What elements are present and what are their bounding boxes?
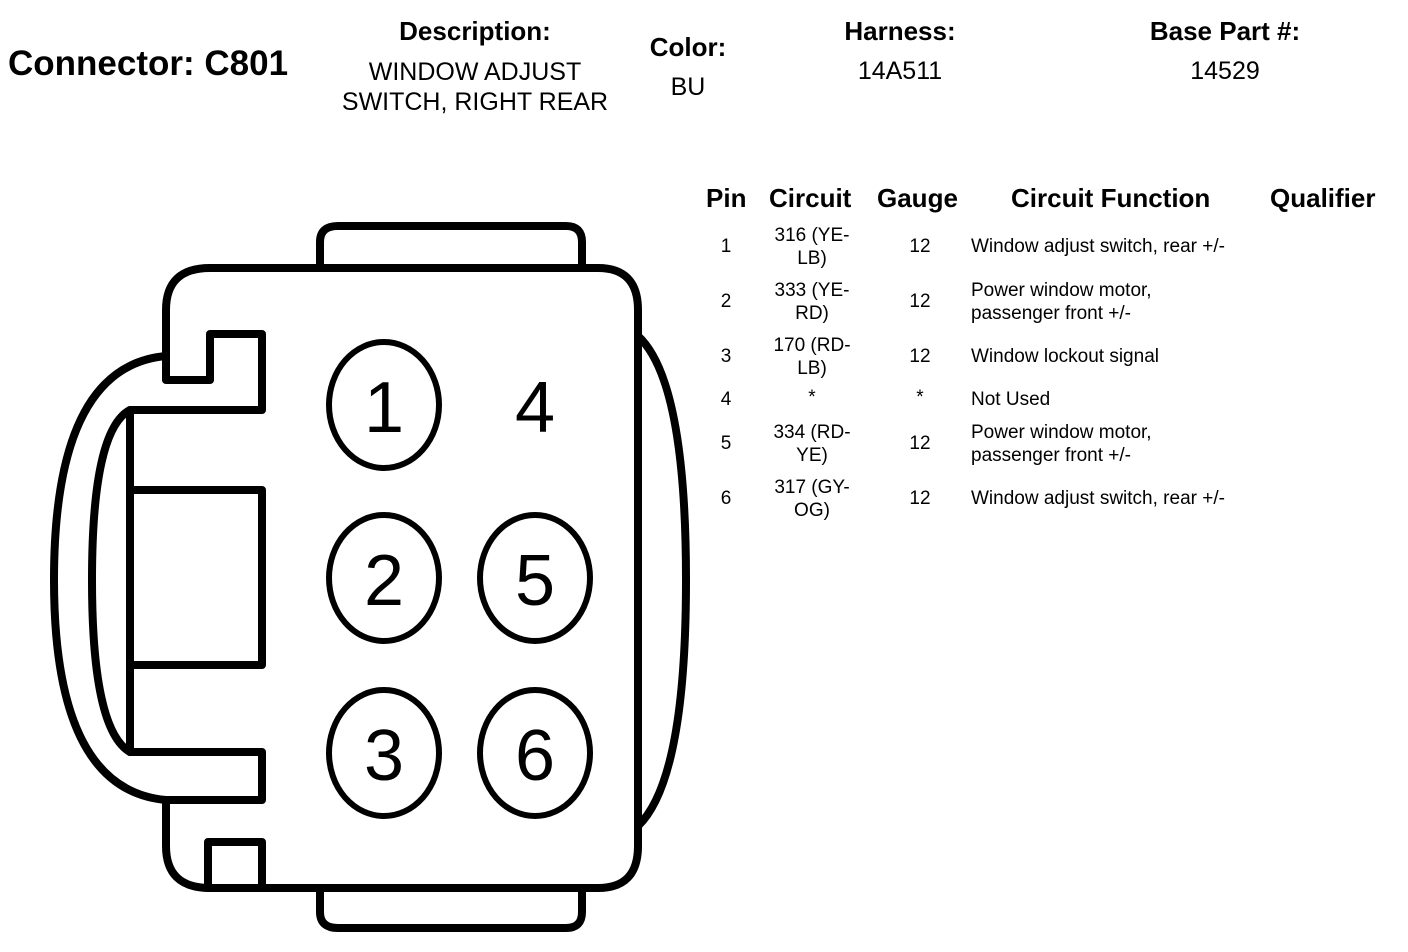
harness-block [800, 16, 1000, 86]
circuit-cell-line-1: 170 (RD- [773, 335, 851, 356]
circuit-cell-line-1: * [808, 387, 816, 408]
harness-label: Harness: [844, 16, 956, 46]
pin-2-label: 2 [363, 541, 405, 621]
gauge-cell: * [916, 387, 924, 408]
harness-value: 14A511 [857, 57, 943, 85]
connector-face-diagram [0, 0, 690, 952]
circuit-cell-line-2: OG) [794, 500, 830, 521]
pin-cell: 1 [720, 236, 732, 257]
top-latch-tab [320, 226, 582, 268]
function-cell: Not Used [971, 389, 1051, 410]
circuit-cell-line-2: LB) [797, 358, 827, 379]
header-pin: Pin [706, 183, 747, 213]
function-cell: Window lockout signal [971, 346, 1159, 367]
description-line-1: WINDOW ADJUST [368, 58, 582, 86]
bottom-tab [208, 842, 262, 888]
base-part-value: 14529 [1190, 57, 1260, 85]
left-slot [130, 490, 262, 665]
description-label: Description: [399, 16, 551, 46]
gauge-cell: 12 [909, 488, 931, 509]
gauge-cell: 12 [909, 346, 931, 367]
header-qualifier: Qualifier [1270, 183, 1376, 213]
description-line-2: SWITCH, RIGHT REAR [341, 88, 609, 116]
pin-cell: 2 [720, 291, 732, 312]
pin-3-label: 3 [363, 716, 405, 796]
connector-title: Connector: C801 [8, 44, 289, 83]
function-cell: Window adjust switch, rear +/- [971, 488, 1225, 509]
circuit-cell-line-2: YE) [796, 445, 828, 466]
pin-cell: 4 [720, 389, 732, 410]
pin-6-label: 6 [514, 716, 556, 796]
circuit-cell-line-1: 333 (YE- [774, 280, 850, 301]
pin-1-label: 1 [363, 368, 405, 448]
function-cell: Window adjust switch, rear +/- [971, 236, 1225, 257]
gauge-cell: 12 [909, 236, 931, 257]
function-cell-line-2: passenger front +/- [971, 445, 1132, 466]
circuit-cell-line-2: LB) [797, 248, 827, 269]
gauge-cell: 12 [909, 433, 931, 454]
circuit-cell-line-1: 317 (GY- [774, 477, 850, 498]
circuit-cell-line-1: 316 (YE- [774, 225, 850, 246]
pin-cell: 3 [720, 346, 732, 367]
function-cell-line-1: Power window motor, [971, 280, 1152, 301]
pin-cell: 5 [720, 433, 732, 454]
base-part-block [1110, 16, 1340, 86]
color-label: Color: [649, 32, 727, 62]
header-gauge: Gauge [877, 183, 958, 213]
base-part-label: Base Part #: [1149, 16, 1301, 46]
function-cell-line-2: passenger front +/- [971, 303, 1132, 324]
circuit-cell-line-1: 334 (RD- [773, 422, 851, 443]
bottom-latch-tab [320, 888, 582, 928]
header-circuit-function: Circuit Function [1011, 183, 1211, 213]
function-cell-line-1: Power window motor, [971, 422, 1152, 443]
header-circuit: Circuit [769, 183, 852, 213]
pin-5-label: 5 [514, 541, 556, 621]
circuit-cell-line-2: RD) [795, 303, 829, 324]
color-value: BU [670, 73, 706, 101]
locking-arm-inner [92, 410, 130, 752]
gauge-cell: 12 [909, 291, 931, 312]
pin-4-label: 4 [514, 368, 556, 448]
right-side-curve [638, 336, 686, 826]
pin-cell: 6 [720, 488, 732, 509]
